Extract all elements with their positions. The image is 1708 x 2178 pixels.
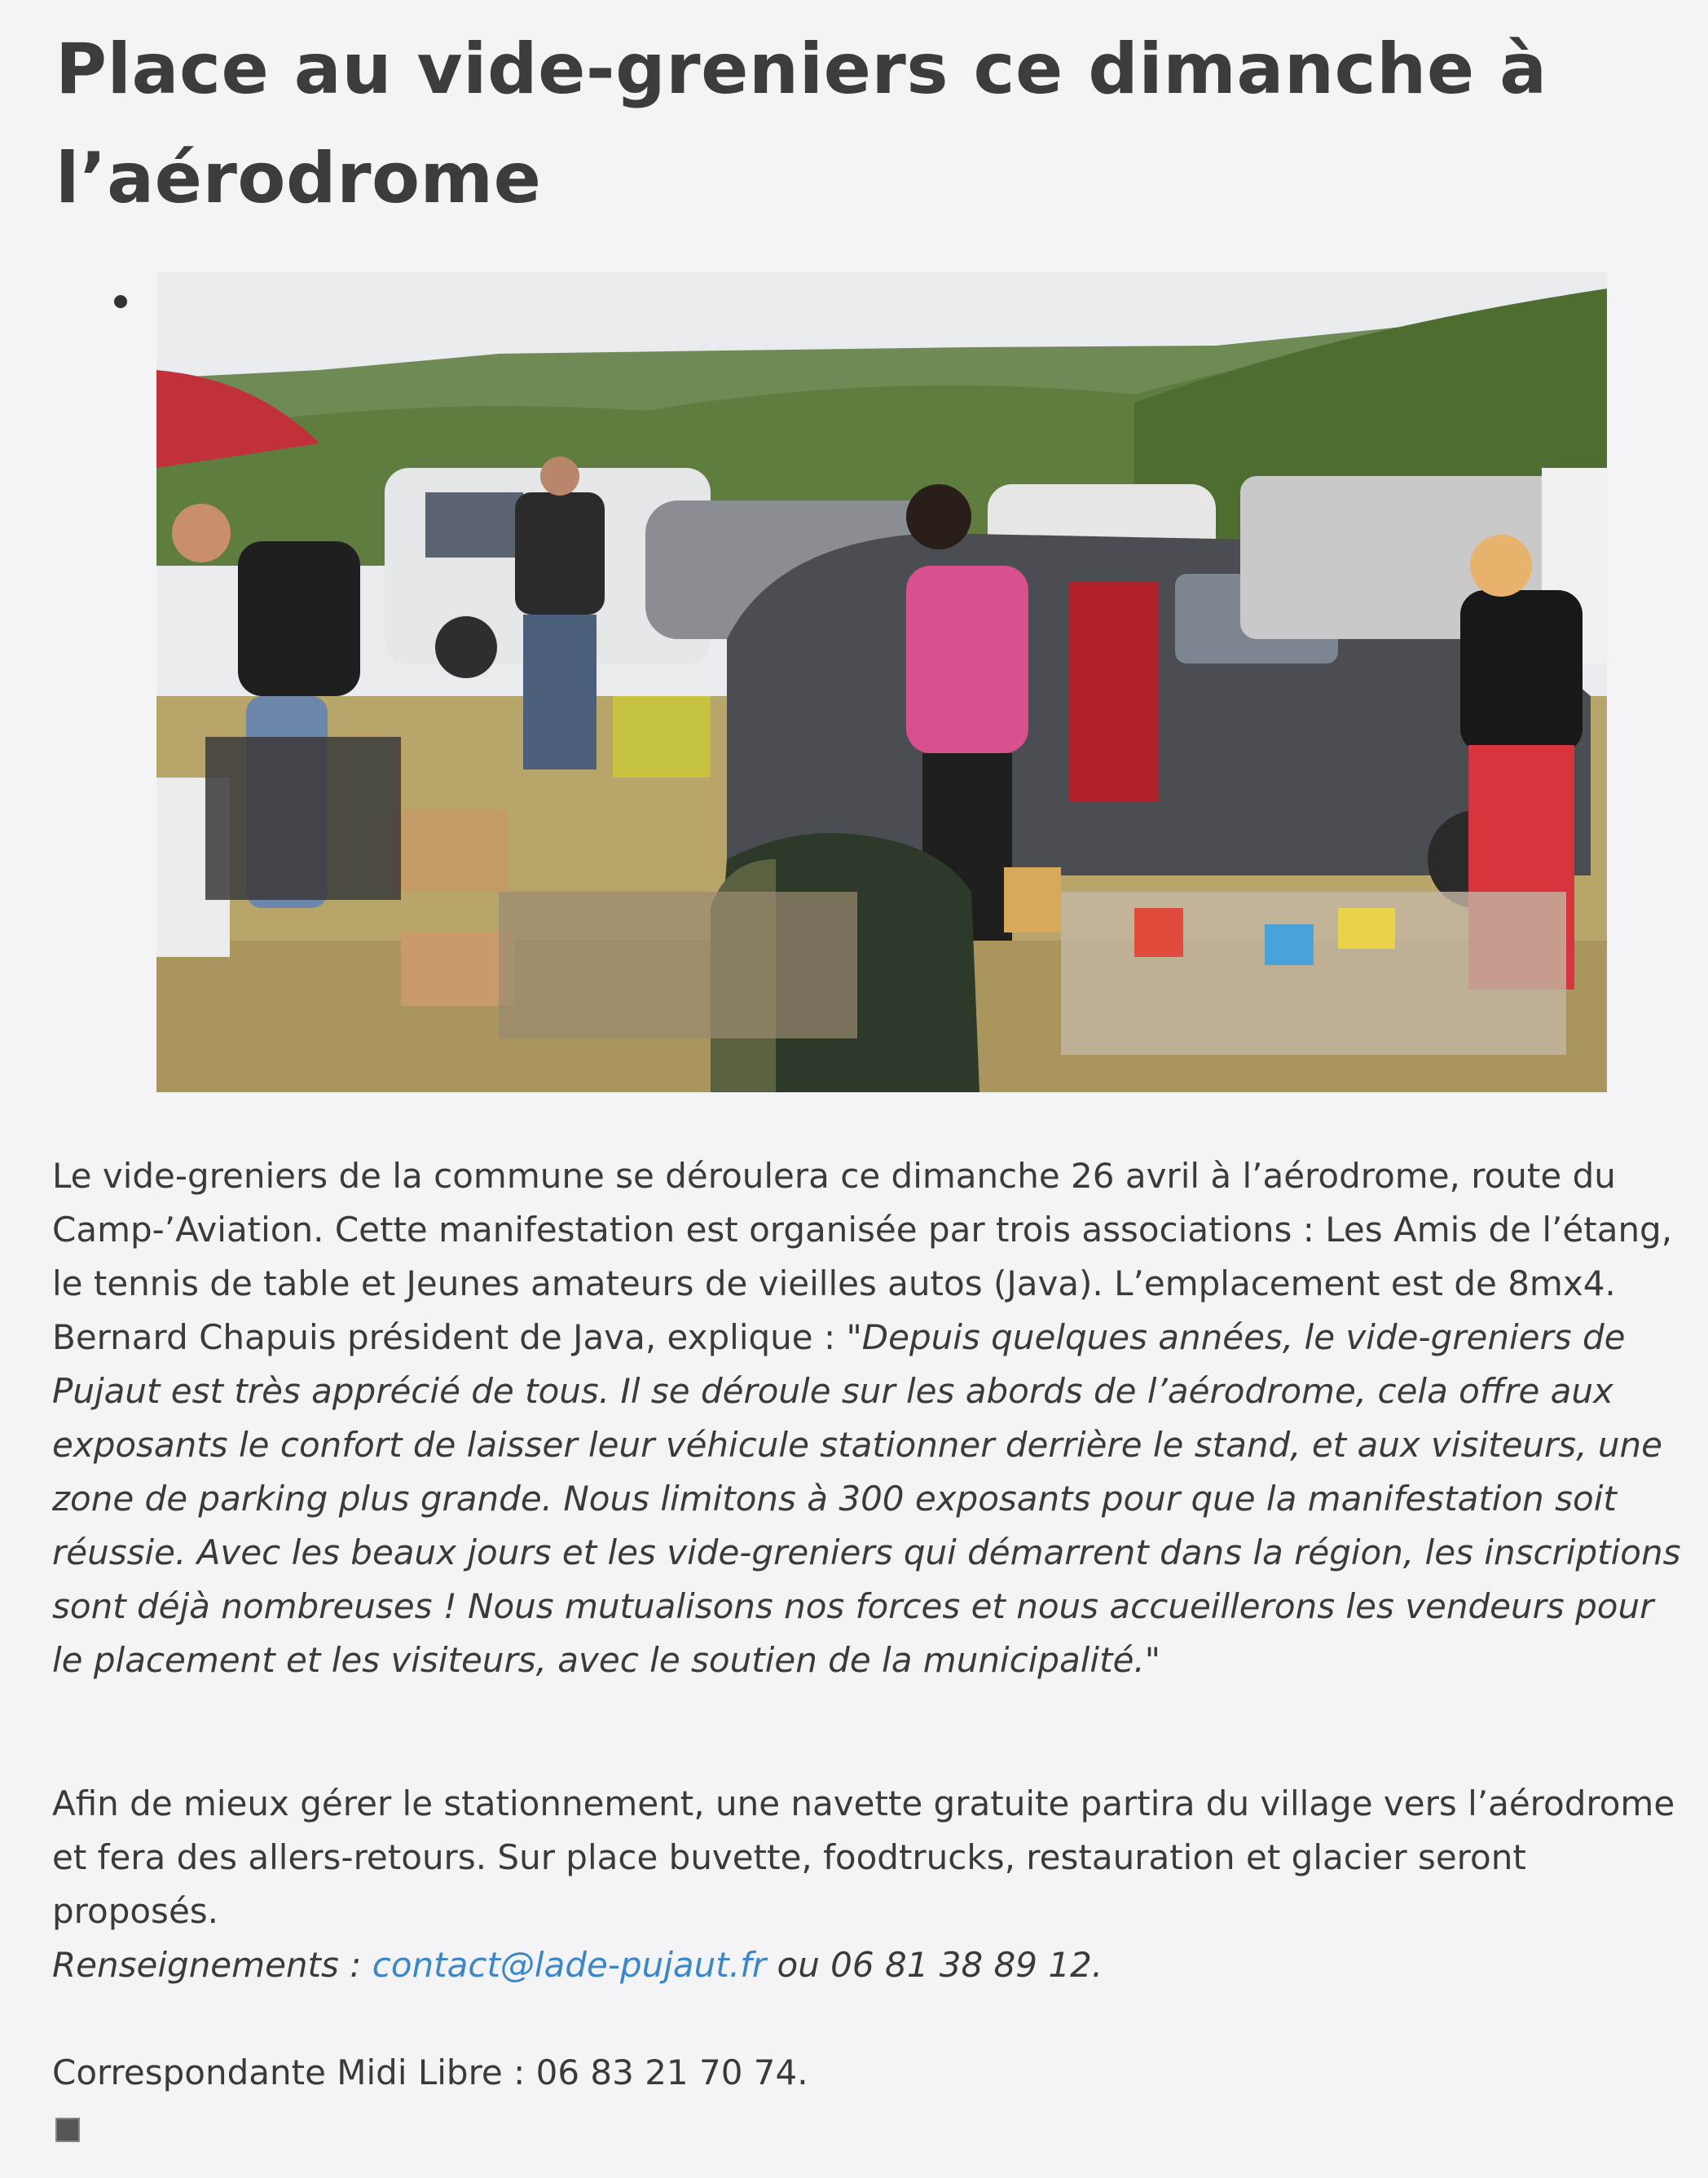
info-phone: ou 06 81 38 89 12. xyxy=(766,1945,1103,1985)
article-title: Place au vide-greniers ce dimanche à l’aérodrome xyxy=(55,29,1547,219)
paragraph-intro xyxy=(52,1149,1690,1687)
paragraph-shuttle xyxy=(52,1777,1690,1992)
article-photo xyxy=(156,272,1607,1092)
contact-email-link[interactable]: contact@lade-pujaut.fr xyxy=(372,1945,767,1985)
correspondent-line: Correspondante Midi Libre : 06 83 21 70 74. xyxy=(52,2052,808,2092)
president-quote: Depuis quelques années, le vide-greniers de Pujaut est très apprécié de tous. Il se déroule sur les abords de l’aérodrome, cela offre aux exposants le confort de laisser leur véhicule stationner derrière le stand, et aux visiteurs, une zone de parking plus grande. Nous limitons à 300 exposants pour que la manifestation soit réussie. Avec les beaux jours et les vide-greniers qui démarrent dans la région, les inscriptions sont déjà nombreuses ! Nous mutualisons nos forces et nous accueillerons les vendeurs pour le placement et les visiteurs, avec le soutien de la municipalité. xyxy=(52,1317,1681,1680)
quote-close: " xyxy=(1144,1640,1161,1680)
end-of-article-icon xyxy=(55,2118,80,2142)
flea-market-photo-icon xyxy=(156,272,1607,1092)
paragraph-intro-text: Le vide-greniers de la commune se déroulera ce dimanche 26 avril à l’aérodrome, route du Camp-’Aviation. Cette manifestation est organisée par trois associations : Les Amis de l’étang, le tennis de table et Jeunes amateurs de vieilles autos (Java). L’emplacement est de 8mx4. Bernard Chapuis président de Java, explique : " xyxy=(52,1156,1673,1357)
paragraph-shuttle-text: Afin de mieux gérer le stationnement, une navette gratuite partira du village vers l’aérodrome et fera des allers-retours. Sur place buvette, foodtrucks, restauration et glacier seront proposés. xyxy=(52,1783,1675,1931)
info-label: Renseignements : xyxy=(52,1945,372,1985)
bullet-icon xyxy=(114,295,127,308)
